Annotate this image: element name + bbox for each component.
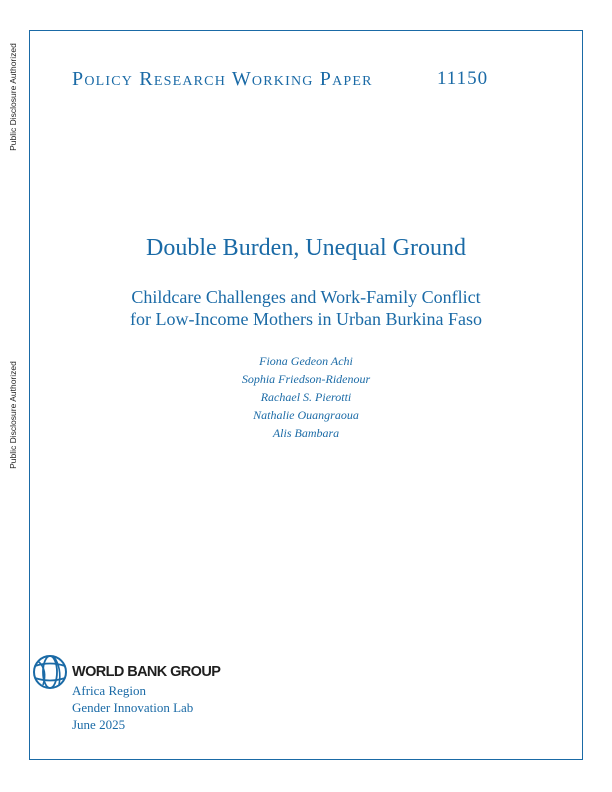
imprint-region: Africa Region	[72, 683, 147, 698]
imprint	[72, 682, 193, 733]
author-name: Fiona Gedeon Achi	[259, 354, 353, 368]
author-name: Nathalie Ouangraoua	[253, 408, 359, 422]
subtitle-line-2: for Low-Income Mothers in Urban Burkina Faso	[130, 309, 482, 329]
logo-wordmark: WORLD BANK GROUP	[72, 664, 221, 680]
imprint-date: June 2025	[72, 717, 126, 732]
author-name: Sophia Friedson-Ridenour	[241, 372, 371, 386]
globe-icon	[32, 654, 68, 690]
disclosure-note-middle: Public Disclosure Authorized	[8, 361, 18, 469]
author-name: Rachael S. Pierotti	[260, 390, 352, 404]
subtitle-line-1: Childcare Challenges and Work-Family Conflict	[131, 287, 481, 307]
series-title: Policy Research Working Paper	[72, 68, 373, 90]
imprint-unit: Gender Innovation Lab	[72, 700, 194, 715]
disclosure-note-top: Public Disclosure Authorized	[8, 43, 18, 151]
author-name: Alis Bambara	[272, 426, 340, 440]
paper-title: Double Burden, Unequal Ground	[146, 235, 466, 261]
paper-subtitle	[0, 286, 612, 330]
paper-number: 11150	[437, 68, 489, 89]
author-list	[0, 352, 612, 442]
